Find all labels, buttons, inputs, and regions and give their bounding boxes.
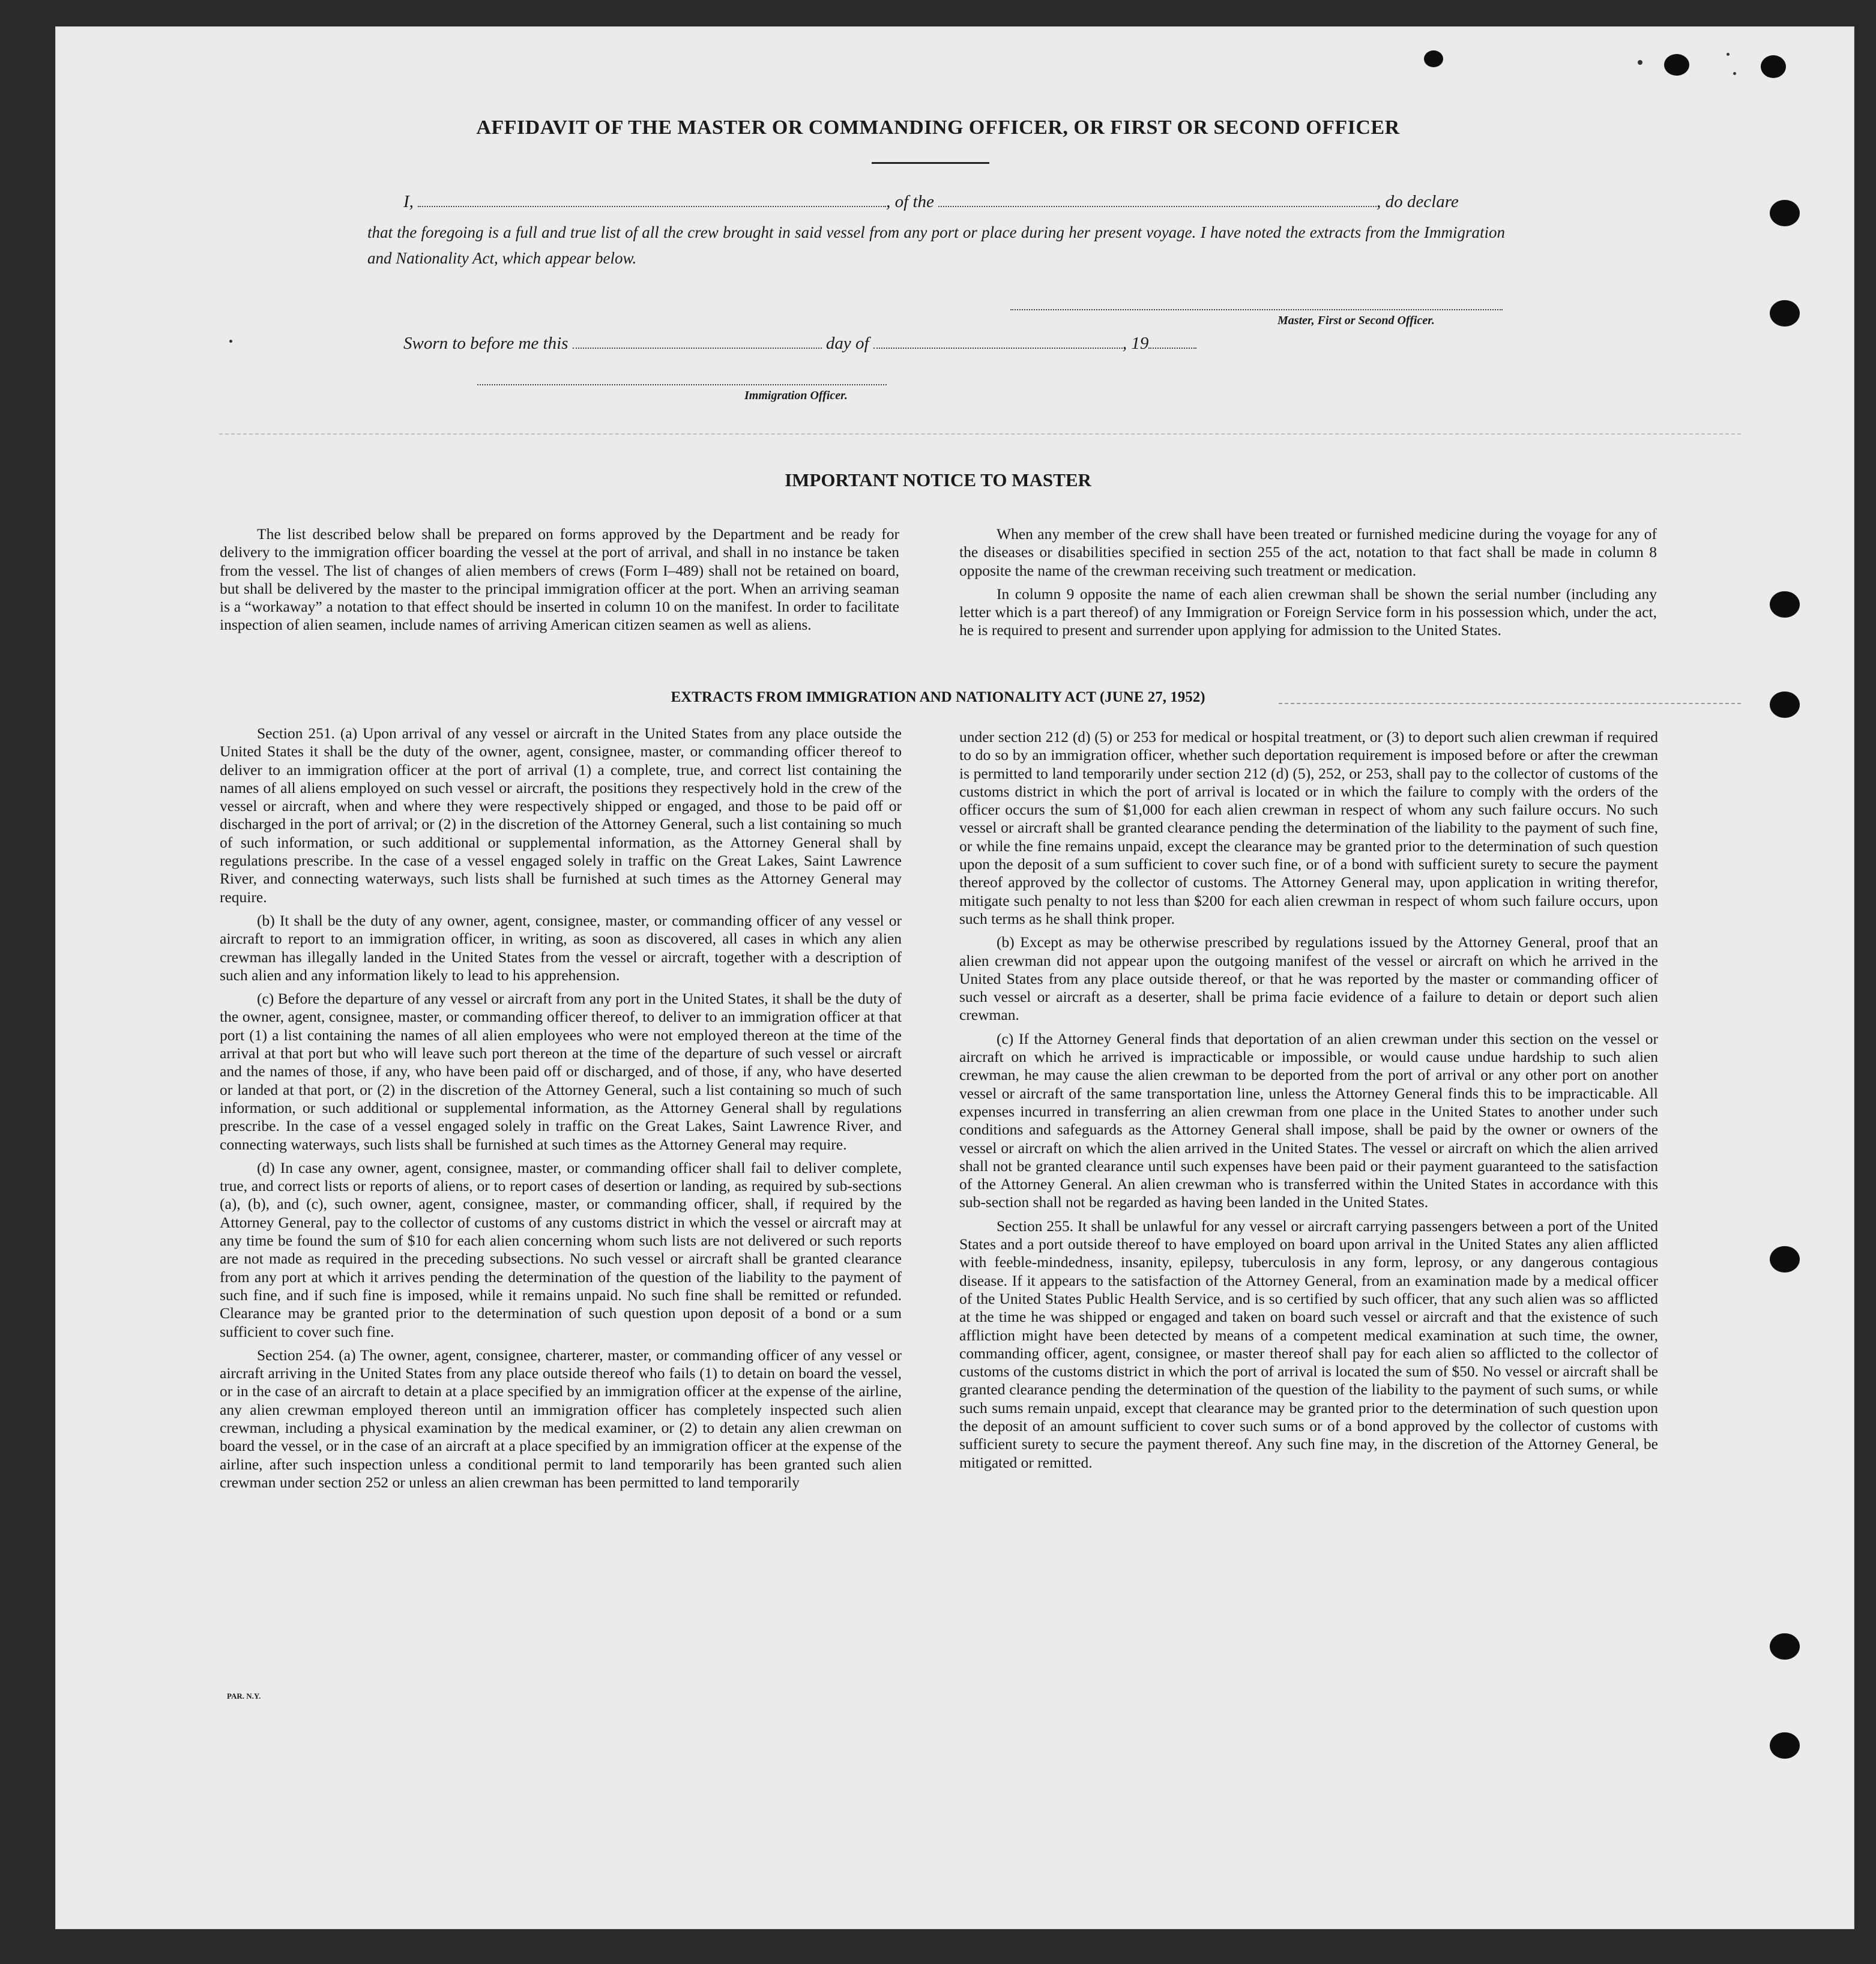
sworn-month-field[interactable] xyxy=(873,348,1123,349)
punch-hole xyxy=(1770,1732,1800,1759)
officer-caption: Immigration Officer. xyxy=(744,389,848,402)
statute-paragraph: Section 255. It shall be unlawful for any vessel or aircraft carrying passengers between a port of the United States and a port outside thereof to have employed on board upon arrival in the United States any alien afflicted with feeble-mindedness, insanity, epilepsy, tuberculosis in any form, leprosy, or any dangerous contagious disease. If it appears to the satisfaction of the Attorney General, from an examination made by a medical officer of the United States Public Health Service, and is so certified by such officer, that any such alien was so afflicted at the time he was shipped or engaged and taken on board such vessel or aircraft and that the existence of such affliction might have been detected by means of a competent medical examination at such time, the owner, commanding officer, agent, consignee, or master thereof shall pay for each alien so afflicted to the collector of customs of the customs district in which the port of arrival is located the sum of $50. No vessel or aircraft shall be granted clearance pending the determination of the question of the liability to the payment of such sums, or while such sums remain unpaid, except that clearance may be granted prior to the determination of such question upon the deposit of an amount sufficient to cover such sums or of a bond approved by the collector of customs with sufficient surety to secure the payment thereof. Any such fine may, in the discretion of the Attorney General, be mitigated or remitted. xyxy=(959,1217,1658,1471)
speck xyxy=(1638,60,1642,65)
declaration-body: that the foregoing is a full and true list of all the crew brought in said vessel from any port or place during her present voyage. I have noted the extracts from the Immigration and Nationality Act, which appear below. xyxy=(367,223,1505,267)
master-caption: Master, First or Second Officer. xyxy=(1277,314,1435,327)
section-separator xyxy=(219,433,1741,435)
notice-right-column xyxy=(959,525,1657,645)
affidavit-title: AFFIDAVIT OF THE MASTER OR COMMANDING OFFICER, OR FIRST OR SECOND OFFICER xyxy=(476,116,1400,139)
extracts-right-column xyxy=(959,728,1658,1477)
statute-paragraph: (b) Except as may be otherwise prescribed by regulations issued by the Attorney General, proof that an alien crewman did not appear upon the outgoing manifest of the vessel or aircraft on which he arrived in the United States from any place outside thereof, or that he was reported by the master or commanding officer of such vessel or aircraft as a deserter, shall be prima facie evidence of a failure to detain or deport such alien crewman. xyxy=(959,933,1658,1024)
punch-hole xyxy=(1770,200,1800,226)
punch-hole xyxy=(1424,50,1443,67)
of-the-label: , of the xyxy=(886,192,934,211)
statute-paragraph: Section 251. (a) Upon arrival of any vessel or aircraft in the United States from any place outside the United States it shall be the duty of the owner, agent, consignee, master, or commanding officer thereof to deliver to an immigration officer at the port of arrival (1) a complete, true, and correct list containing the names of all aliens employed on such vessel or aircraft, the positions they respectively hold in the crew of the vessel or aircraft, when and where they were respectively shipped or engaged, and those to be paid off or discharged in the port of arrival; or (2) in the discretion of the Attorney General, such a list containing so much of such information, or such additional or supplemental information, as the Attorney General shall by regulations prescribe. In the case of a vessel engaged solely in traffic on the Great Lakes, Saint Lawrence River, and connecting waterways, such lists shall be furnished at such times as the Attorney General may require. xyxy=(220,724,902,906)
extracts-separator xyxy=(1279,703,1741,704)
officer-signature-field[interactable] xyxy=(477,384,887,385)
statute-paragraph: (d) In case any owner, agent, consignee, master, or commanding officer shall fail to deliver complete, true, and correct lists or reports of aliens, or to report cases of desertion or landing, as required by sub-sections (a), (b), and (c), such owner, agent, consignee, master, or commanding officer, shall, if required by the Attorney General, pay to the collector of customs of any customs district in which the vessel or aircraft may at any time be found the sum of $10 for each alien concerning whom such lists are not delivered or such reports are not made as required in the preceding subsections. No such vessel or aircraft shall be granted clearance from any port at which it arrives pending the determination of the question of the liability to the payment of such fine, and if such fine is imposed, while it remains unpaid. No such fine shall be remitted or refunded. Clearance may be granted prior to the determination of such question upon deposit of a bond or a sum sufficient to cover such fine. xyxy=(220,1158,902,1340)
notice-paragraph: In column 9 opposite the name of each alien crewman shall be shown the serial number (including any letter which is a part thereof) of any Immigration or Foreign Service form in his possession which, under the act, he is required to present and surrender upon applying for admission to the United States. xyxy=(959,585,1657,639)
sworn-line xyxy=(403,334,1196,354)
statute-paragraph: (c) If the Attorney General finds that deportation of an alien crewman under this section on the vessel or aircraft on which he arrived is impracticable or impossible, or would cause undue hardship to such alien crewman, he may cause the alien crewman to be deported from the port of arrival or any other port on another vessel or aircraft of the same transportation line, unless the Attorney General finds this to be impracticable. All expenses incurred in transferring an alien crewman from one place in the United States to another under such conditions and safeguards as the Attorney General shall impose, shall be paid by the owner or owners of the vessel or aircraft on which the alien arrived in the United States. The vessel or aircraft on which the alien arrived shall not be granted clearance until such expenses have been paid or their payment guaranteed to the satisfaction of the Attorney General. An alien crewman who is transferred within the United States in accordance with this sub-section shall not be regarded as having been landed in the United States. xyxy=(959,1029,1658,1211)
punch-hole xyxy=(1770,1633,1800,1660)
year-label: , 19 xyxy=(1122,334,1149,353)
vessel-name-field[interactable] xyxy=(938,206,1377,207)
punch-hole xyxy=(1770,300,1800,327)
speck xyxy=(1733,72,1736,75)
notice-paragraph: When any member of the crew shall have been treated or furnished medicine during the voyage for any of the diseases or disabilities specified in section 255 of the act, notation to that fact shall be made in column 8 opposite the name of the crewman receiving such treatment or medication. xyxy=(959,525,1657,579)
notice-left-column xyxy=(220,525,899,640)
notice-paragraph: The list described below shall be prepared on forms approved by the Department and be ready for delivery to the immigration officer boarding the vessel at the port of arrival, and shall in no instance be taken from the vessel. The list of changes of alien members of crews (Form I–489) shall not be retained on board, but shall be delivered by the master to the principal immigration officer at the port. When an arriving seaman is a “workaway” a notation to that effect should be inserted in column 10 on the manifest. In order to facilitate inspection of alien seamen, include names of arriving American citizen seamen as well as aliens. xyxy=(220,525,899,634)
sworn-year-field[interactable] xyxy=(1148,348,1196,349)
sworn-prefix: Sworn to before me this xyxy=(403,334,569,353)
speck xyxy=(229,340,232,343)
title-underline xyxy=(872,162,989,164)
do-declare-label: , do declare xyxy=(1377,192,1459,211)
punch-hole xyxy=(1770,591,1800,618)
statute-paragraph: under section 212 (d) (5) or 253 for medical or hospital treatment, or (3) to deport such alien crewman if required to do so by an immigration officer, whether such deportation requirement is imposed before or after the crewman is permitted to land temporarily under section 212 (d) (5), 252, or 253, shall pay to the collector of customs of the customs district in which the port of arrival is located or in which the failure to comply with the orders of the officer occurs the sum of $1,000 for each alien crewman in respect of whom any such failure occurs. No such vessel or aircraft shall be granted clearance pending the determination of the liability to the payment of such fine, or while the fine remains unpaid, except the clearance may be granted prior to the determination of such question upon the deposit of a sum sufficient to cover such fine, or of a bond with sufficient surety to secure the payment thereof approved by the collector of customs. The Attorney General may, upon application in writing therefor, mitigate such penalty to not less than $200 for each alien crewman in respect of whom such failure occurs, upon such terms as he shall think proper. xyxy=(959,728,1658,927)
declarant-name-field[interactable] xyxy=(418,206,886,207)
statute-paragraph: (b) It shall be the duty of any owner, agent, consignee, master, or commanding officer of any vessel or aircraft to report to an immigration officer, in writing, as soon as discovered, all cases in which any alien crewman has illegally landed in the United States from the vessel or aircraft, together with a description of such alien and any information likely to lead to his apprehension. xyxy=(220,911,902,984)
speck xyxy=(1727,53,1730,56)
day-of-label: day of xyxy=(825,334,869,353)
printer-mark: PAR. N.Y. xyxy=(227,1691,261,1700)
sworn-day-field[interactable] xyxy=(573,348,822,349)
declaration-line xyxy=(403,192,1459,212)
extracts-title: EXTRACTS FROM IMMIGRATION AND NATIONALITY ACT (JUNE 27, 1952) xyxy=(671,689,1205,705)
punch-hole xyxy=(1770,1246,1800,1273)
declarant-label: I, xyxy=(403,192,414,211)
statute-paragraph: Section 254. (a) The owner, agent, consignee, charterer, master, or commanding officer of any vessel or aircraft arriving in the United States from any place outside thereof who fails (1) to detain on board the vessel, or in the case of an aircraft to detain at a place specified by an immigration officer at the expense of the airline, any alien crewman employed thereon until an immigration officer has completely inspected such alien crewman, including a physical examination by the medical examiner, or (2) to detain any alien crewman on board the vessel, or in the case of an aircraft at a place specified by an immigration officer at the expense of the airline, after such inspection unless a conditional permit to land temporarily has been granted such alien crewman under section 252 or unless an alien crewman has been permitted to land temporarily xyxy=(220,1346,902,1491)
master-signature-field[interactable] xyxy=(1010,309,1503,310)
punch-hole xyxy=(1664,54,1689,76)
punch-hole xyxy=(1761,55,1786,78)
extracts-left-column xyxy=(220,724,902,1497)
notice-title: IMPORTANT NOTICE TO MASTER xyxy=(785,469,1091,490)
statute-paragraph: (c) Before the departure of any vessel or aircraft from any port in the United States, it shall be the duty of the owner, agent, consignee, master, or commanding officer thereof, to deliver to an immigration officer at that port (1) a list containing the names of all alien employees who were not employed thereon at the time of the arrival at that port but who will leave such port thereon at the time of the departure of such vessel or aircraft and the names of those, if any, who have been paid off or discharged, and of those, if any, who have deserted or landed at that port, or (2) in the discretion of the Attorney General, such a list containing so much of such information, or such additional or supplemental information, as the Attorney General shall by regulations prescribe. In the case of a vessel engaged solely in traffic on the Great Lakes, Saint Lawrence River, and connecting waterways, such lists shall be furnished at such times as the Attorney General may require. xyxy=(220,990,902,1153)
